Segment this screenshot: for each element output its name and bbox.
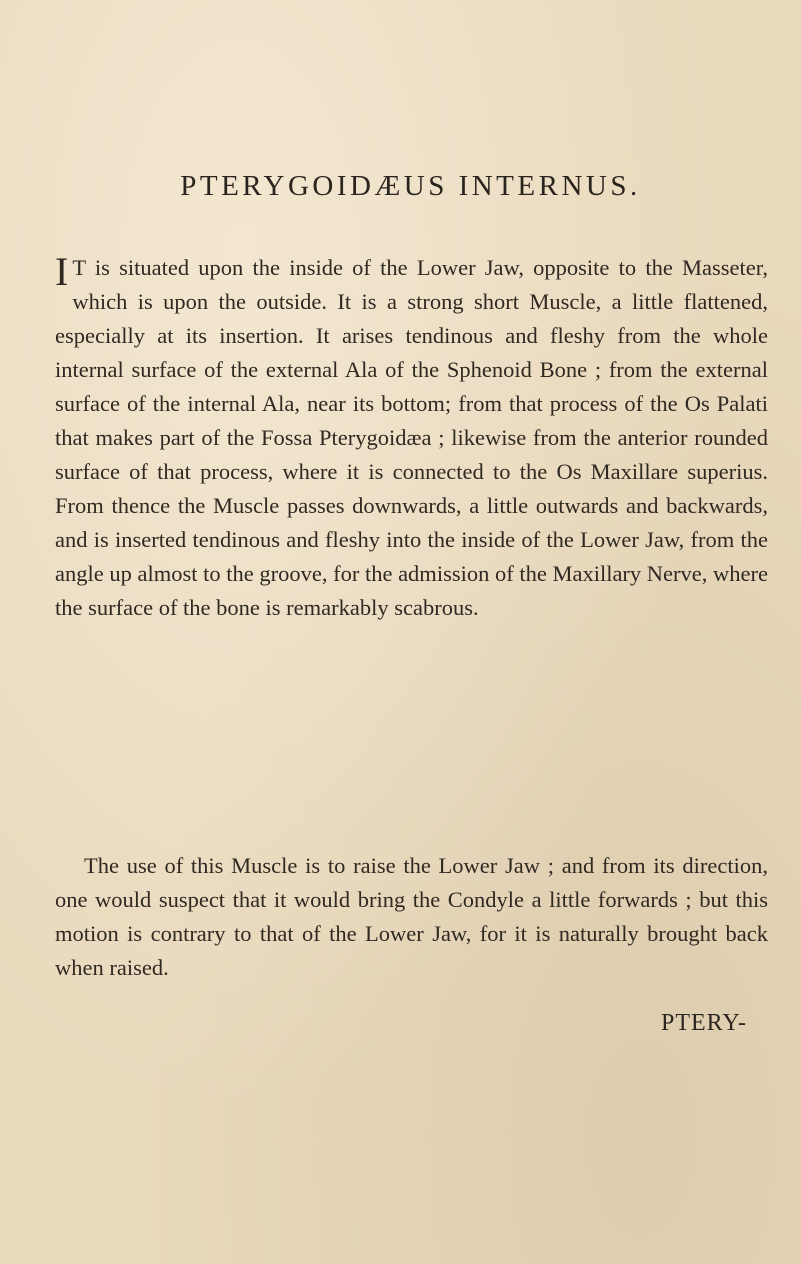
- paragraph-second: The use of this Muscle is to raise the Lower Jaw ; and from its direction, one would suspect that it would bring the Condyle a little forwards ; but this motion is contrary to that of the Lower Jaw, for it is naturally brought back when raised.: [55, 853, 768, 980]
- paragraph-first-text: T is situated upon the inside of the Lower Jaw, opposite to the Masseter, which is upon the outside. It is a strong short Muscle, a little flattened, especially at its insertion. It arises tendinous and fleshy from the whole internal surface of the external Ala of the Sphenoid Bone ; from the external surface of the internal Ala, near its bottom; from that process of the Os Palati that makes part of the Fossa Pterygoidæa ; likewise from the anterior rounded surface of that process, where it is connected to the Os Maxillare superius. From thence the Muscle passes downwards, a little outwards and backwards, and is inserted tendinous and fleshy into the inside of the Lower Jaw, from the angle up almost to the groove, for the admission of the Maxillary Nerve, where the surface of the bone is remarkably scabrous.: [55, 255, 768, 620]
- drop-cap: I: [55, 249, 69, 294]
- page-title: PTERYGOIDÆUS INTERNUS.: [180, 170, 641, 202]
- paragraph-first: [55, 251, 768, 625]
- catchword: PTERY-: [660, 1010, 747, 1036]
